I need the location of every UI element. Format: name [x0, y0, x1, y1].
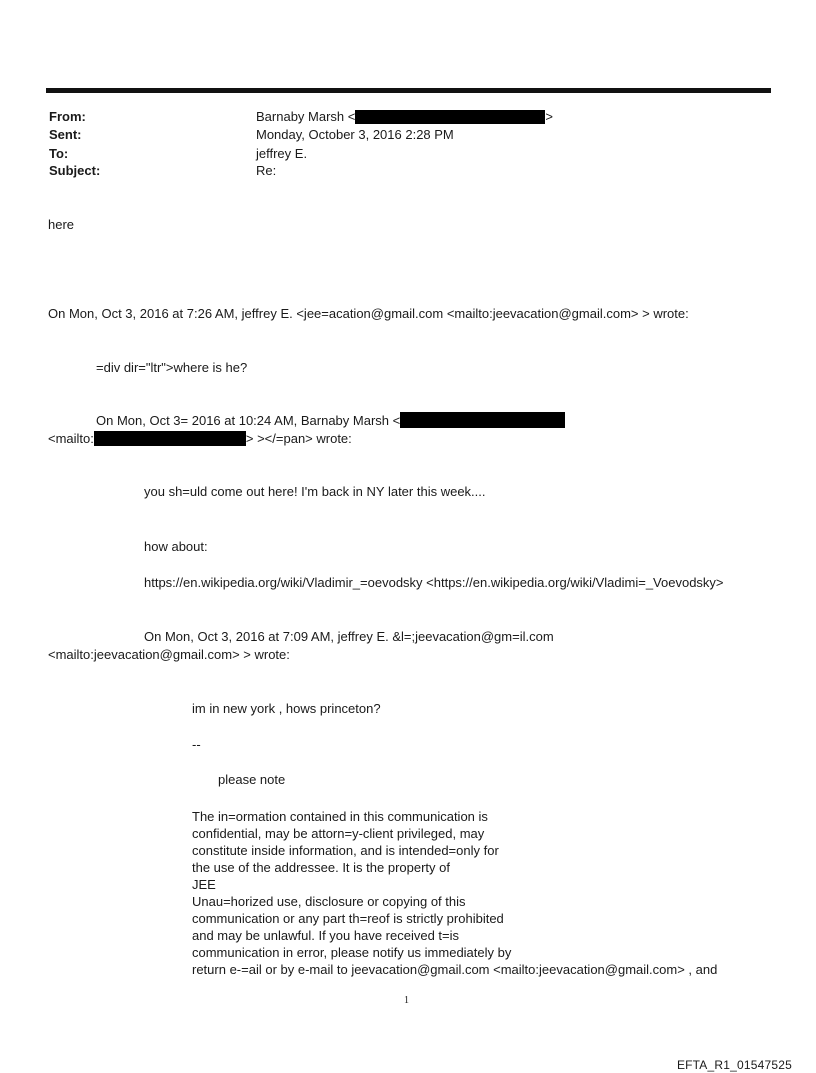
please-note: please note: [218, 772, 286, 787]
from-label: From:: [49, 109, 86, 124]
quote-text: you sh=uld come out here! I'm back in NY later this week....: [144, 484, 486, 499]
disclaimer-line: return e-=ail or by e-mail to jeevacation@gmail.com <mailto:jeevacation@gmail.com> , and: [192, 962, 718, 977]
quote-header: On Mon, Oct 3, 2016 at 7:26 AM, jeffrey E. <jee=acation@gmail.com <mailto:jeevacation@gmail.com> > wrote:: [48, 306, 689, 321]
document-id: EFTA_R1_01547525: [676, 1058, 792, 1072]
quote-header-suffix: > ></=pan> wrote:: [245, 431, 352, 446]
disclaimer-line: The in=ormation contained in this communication is: [192, 809, 488, 824]
sent-label: Sent:: [49, 127, 82, 142]
quote-text: =div dir="ltr">where is he?: [96, 360, 248, 375]
body-text: here: [48, 217, 75, 232]
disclaimer-line: communication in error, please notify us immediately by: [192, 945, 512, 960]
redaction-bar: [400, 412, 565, 428]
wiki-link[interactable]: https://en.wikipedia.org/wiki/Vladimir_=oevodsky <https://en.wikipedia.org/wiki/Vladimi=_Voevodsky>: [144, 575, 724, 590]
quote-text: how about:: [144, 539, 208, 554]
signature-separator: --: [192, 737, 201, 752]
quote-header: On Mon, Oct 3, 2016 at 7:09 AM, jeffrey E. &l=;jeevacation@gm=il.com: [144, 629, 554, 644]
redaction-bar: [94, 431, 246, 446]
page-number: 1: [404, 995, 409, 1006]
quote-header: <mailto:jeevacation@gmail.com> > wrote:: [48, 647, 290, 662]
disclaimer-line: constitute inside information, and is intended=only for: [192, 843, 499, 858]
quote-header: [48, 430, 352, 447]
mailto-prefix: <mailto:: [48, 431, 94, 446]
quote-header: [96, 412, 565, 429]
disclaimer-line: communication or any part th=reof is strictly prohibited: [192, 911, 504, 926]
from-name: Barnaby Marsh <: [256, 109, 356, 124]
from-value: [256, 108, 553, 125]
quote-text: im in new york , hows princeton?: [192, 701, 381, 716]
disclaimer-line: JEE: [192, 877, 216, 892]
to-value: jeffrey E.: [256, 146, 308, 161]
quote-header-text: On Mon, Oct 3= 2016 at 10:24 AM, Barnaby Marsh <: [96, 413, 401, 428]
redaction-bar: [355, 110, 545, 124]
disclaimer-line: the use of the addressee. It is the property of: [192, 860, 450, 875]
from-close: >: [545, 109, 553, 124]
subject-value: Re:: [256, 163, 277, 178]
disclaimer-line: Unau=horized use, disclosure or copying of this: [192, 894, 466, 909]
disclaimer-line: confidential, may be attorn=y-client privileged, may: [192, 826, 485, 841]
to-label: To:: [49, 146, 69, 161]
disclaimer-line: and may be unlawful. If you have received t=is: [192, 928, 460, 943]
header-rule: [46, 88, 771, 93]
subject-label: Subject:: [49, 163, 101, 178]
sent-value: Monday, October 3, 2016 2:28 PM: [256, 127, 454, 142]
